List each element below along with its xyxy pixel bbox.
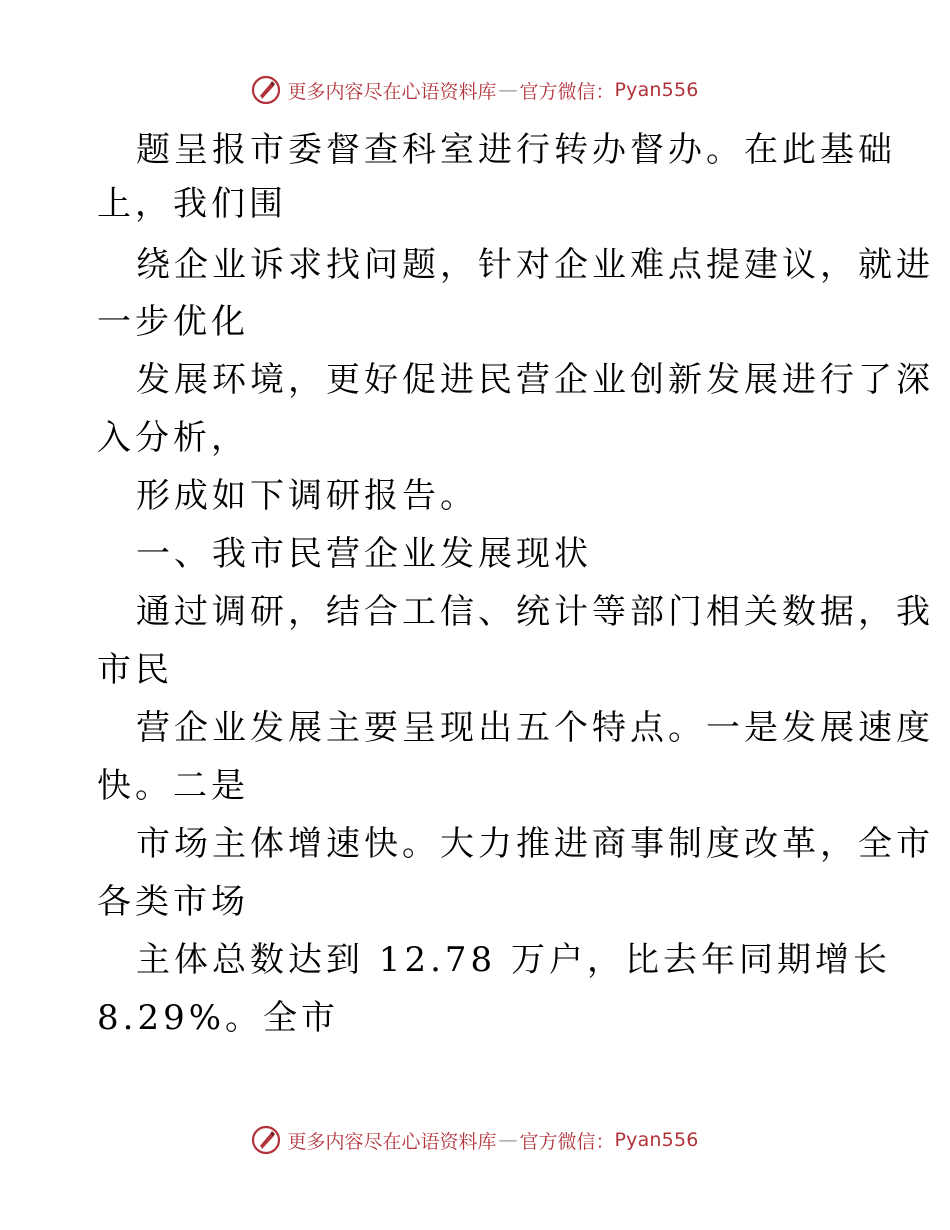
text-line: 市场主体增速快。大力推进商事制度改革，全市 bbox=[136, 824, 934, 864]
text-line: 各类市场 bbox=[97, 882, 249, 922]
watermark-separator: — bbox=[498, 1129, 518, 1151]
section-heading: 一、我市民营企业发展现状 bbox=[136, 534, 592, 574]
text-line: 市民 bbox=[97, 650, 173, 690]
pen-logo-icon bbox=[251, 1125, 281, 1155]
footer-watermark bbox=[0, 1120, 950, 1160]
text-line: 营企业发展主要呈现出五个特点。一是发展速度 bbox=[136, 708, 934, 748]
text-line: 快。二是 bbox=[97, 766, 249, 806]
text-line: 发展环境，更好促进民营企业创新发展进行了深 bbox=[136, 360, 934, 400]
text-line: 入分析， bbox=[97, 418, 249, 458]
text-line: 上，我们围 bbox=[97, 184, 287, 224]
watermark-wechat-id: Pyan556 bbox=[614, 1129, 699, 1151]
pen-logo-icon bbox=[251, 75, 281, 105]
text-line: 8.29%。全市 bbox=[97, 998, 340, 1038]
watermark-site-text: 更多内容尽在心语资料库 bbox=[287, 80, 497, 103]
text-line: 绕企业诉求找问题，针对企业难点提建议，就进 bbox=[136, 245, 934, 285]
watermark-wechat-label: 官方微信： bbox=[519, 1130, 615, 1153]
text-line: 题呈报市委督查科室进行转办督办。在此基础 bbox=[136, 130, 896, 170]
text-line: 一步优化 bbox=[97, 302, 249, 342]
watermark-site-text: 更多内容尽在心语资料库 bbox=[287, 1130, 497, 1153]
watermark-wechat-label: 官方微信： bbox=[519, 80, 615, 103]
text-line: 通过调研，结合工信、统计等部门相关数据，我 bbox=[136, 592, 934, 632]
text-line: 主体总数达到 12.78 万户，比去年同期增长 bbox=[136, 940, 891, 980]
text-line: 形成如下调研报告。 bbox=[136, 476, 478, 516]
watermark-wechat-id: Pyan556 bbox=[614, 79, 699, 101]
watermark-separator: — bbox=[498, 79, 518, 101]
header-watermark bbox=[0, 70, 950, 110]
